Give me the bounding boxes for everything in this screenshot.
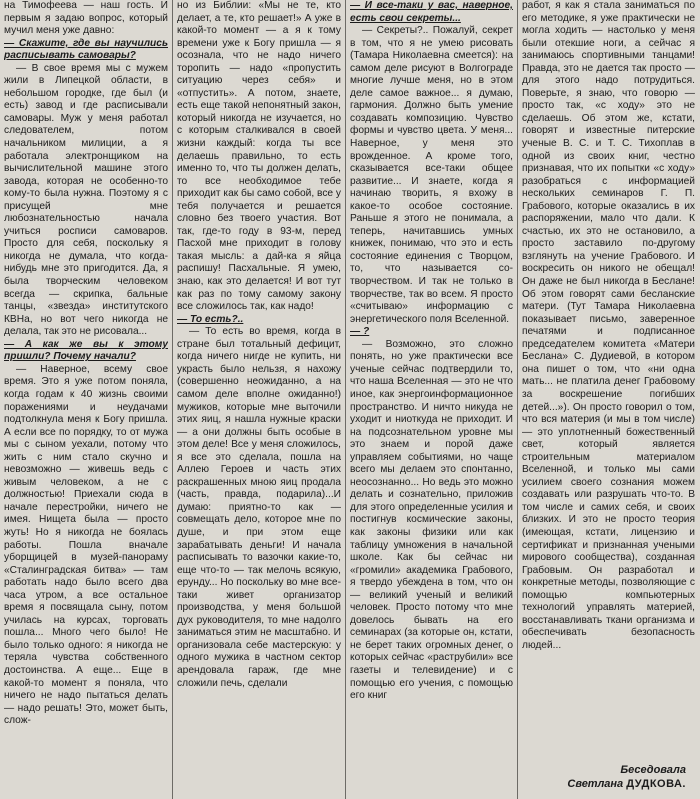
- interview-question: — И все-таки у вас, наверное, есть свои секреты...: [350, 0, 513, 24]
- answer-paragraph: работ, я как я стала заниматься по его методике, я уже практически не могла ходить — настолько у меня были отекшие ноги, а сейчас я занимаюсь спортивными танцами! Правда, это не дается так просто — для этого надо потрудиться. Поверьте, я знаю, что говорю — просто так, «с ходу» это не сделаешь. Об этом же, кстати, говорят и известные питерские ученые В. С. и Т. С. Тихоплав в одной из своих книг, честно признавая, что их попытки «с ходу» разобраться с информацией нескольких семинаров Г. П. Грабового, которые оказались в их распоряжении, мало что дали. К счастью, их это не остановило, а просто заставило по-другому взглянуть на учение Грабового. И воскресить он никого не обещал! Он даже не был никогда в Беслане! Об этом говорят сами бесланские матери. (Тут Тамара Николаевна показывает письмо, заверенное печатями и подписанное председателем комитета «Матери Беслана» С. Дудиевой, в котором она пишет о том, что «ни одна мать... не платила денег Грабовому за воскрешение погибших детей...»). Он просто говорил о том, что вся материя (и мы в том числе) — это уплотненный божественный свет, который является строительным материалом Вселенной, и только мы сами усилием своего сознания можем создавать или разрушать что-то. В том числе и самих себя, и своих близких. И это не просто теория (имеющая, кстати, лицензию и сертификат и признанная учеными мирового сообщества), созданная Грабовым. Он разработал и конкретные методы, позволяющие с помощью компьютерных технологий управлять материей, восстанавливать ткани организма и обеспечивать безопасность людей...: [522, 0, 695, 651]
- answer-paragraph: — Возможно, это сложно понять, но уже практически все ученые сейчас подтвердили то, что наша Вселенная — это не что иное, как энергоинформационное пространство. И ничто никуда не уходит и ниоткуда не приходит. И на подсознательном уровне мы это знаем и порой даже управляем событиями, но чаще всего мы делаем это спонтанно, неосознанно... Но ведь это можно делать и сознательно, приложив для этого определенные усилия и постигнув космические законы, как законы физики или как таблицу умножения в начальной школе. Как бы сейчас ни «громили» академика Грабового, я твердо убеждена в том, что он — великий ученый и великий человек. Просто потому что мне довелось бывать на его семинарах (за которые он, кстати, не берет таких огромных денег, о которых сейчас «раструбили» все газеты и телевидение) и с помощью его учения, с помощью его книг: [350, 338, 513, 702]
- column-divider: [517, 0, 518, 799]
- interview-question: — То есть?..: [177, 313, 244, 325]
- byline-label: Беседовала: [620, 764, 686, 776]
- author-first-name: Светлана: [567, 778, 624, 790]
- column-divider: [172, 0, 173, 799]
- text-column-3: [350, 0, 513, 799]
- answer-paragraph: — То есть во время, когда в стране был тотальный дефицит, когда ничего нигде не купить, ни украсть было нельзя, я нахожу (совершенно неожиданно, а на самом деле вполне ожиданно!) мужиков, которые мне выточили этих яиц, я нашла нужные краски — а они должны быть особые в этом деле! Все у меня сложилось, я все это сделала, пошла на Аллею Героев и часть этих раскрашенных мною яиц продала (часть, правда, подарила)...И думаю: приятно-то как — совмещать дело, которое мне по душе, и при этом еще зарабатывать деньги! И начала расписывать то вазочки какие-то, еще что-то — так мелочь всякую, ерунду... Но поскольку во мне все-таки живет организатор производства, у меня большой дух руководителя, то мне надолго заниматься этим не масштабно. И организовала себе мастерскую: у одного мужика в частном сектор арендовала гараж, где мне сложили печь, сделали: [177, 326, 341, 689]
- answer-paragraph: — В свое время мы с мужем жили в Липецкой области, в небольшом городке, где был (и есть) завод и где расписывали самовары. Муж у меня работал следователем, потом начальником милиции, а я работала электронщиком на вычислительной машине этого завода, которая не особенно-то кому-то была нужна. Поэтому я с присущей мне любознательностью начала учиться росписи самоваров. Просто для себя, поскольку я никогда не думала, что когда-нибудь мне это пригодится. Да, я была творческим человеком всегда — скрипка, бальные танцы, «звезда» институтского КВНа, но вот чего никогда не делала, так это не рисовала...: [4, 62, 168, 338]
- text-column-2: [177, 0, 341, 799]
- text-column-4: [522, 0, 695, 740]
- text-column-1: [4, 0, 168, 799]
- answer-paragraph: но из Библии: «Мы не те, кто делает, а те, кто решает!» А уже в какой-то момент — а я к тому времени уже к Богу пришла — я осознала, что не надо ничего торопить — надо «пропустить ситуацию через себя» и «отпустить». А потом, знаете, есть еще такой непонятный закон, который никогда не изучается, но с которым сталкивался в своей жизни каждый: когда ты все делаешь правильно, то есть именно то, что ты должен делать, то все необходимое тебе приходит как бы само собой, все у тебя получается и решается словно без твоего участия. Вот так, где-то году в 93-м, перед Пасхой мне приходит в голову такая мысль: а дай-ка я яйца распишу! Пасхальные. Я умею, знаю, как это делается! И вот тут как раз по тому самому закону все сложилось так, как надо!: [177, 0, 341, 313]
- answer-paragraph: — Наверное, всему свое время. Это я уже потом поняла, когда годам к 40 жизнь своими поражениями и неудачами подтолкнула меня к Богу пришла. А если все по порядку, то от мужа мы с сыном уехали, потому что жить с ним стало скучно и невозможно — живешь ведь с живым человеком, а не с должностью! Приехали сюда в начале перестройки, ничего не имея. Нищета была — просто жуть! Но я никогда не боялась работы. Пошла вначале уборщицей в музей-панораму «Сталинградская битва» — там работать надо было всего два часа утром, а все остальное время я посвящала сыну, потом училась на курсах, торговать пошла... Много чего было! Не было только одного: я никогда не теряла чувства собственного достоинства. А еще... Еще в какой-то момент я поняла, что ничего не надо пытаться делать — надо решать! Это, может быть, слож-: [4, 363, 168, 727]
- author-last-name: ДУДКОВА.: [626, 778, 686, 790]
- interview-question: — ?: [350, 326, 370, 338]
- interview-question: — Скажите, где вы научились расписывать самовары?: [4, 37, 168, 62]
- byline: [567, 763, 686, 791]
- interview-question: — А как же вы к этому пришли? Почему начали?: [4, 338, 168, 363]
- column-divider: [345, 0, 346, 799]
- answer-paragraph: на Тимофеева — наш гость. И первым я задаю вопрос, который мучил меня уже давно:: [4, 0, 168, 37]
- byline-author: [567, 777, 686, 791]
- answer-paragraph: — Секреты?.. Пожалуй, секрет в том, что я не умею рисовать (Тамара Николаевна смеется): на самом деле рисуют в Волгограде многие лучше меня, но в этом деле самое важное... я думаю, гармония. Должно быть умение создавать композицию. Чувство формы и чувство цвета. У меня... Наверное, у меня это врожденное. А кроме того, сказывается все-таки общее развитие... И знаете, когда я начинаю творить, я вхожу в какое-то особое состояние. Раньше я этого не понимала, а теперь, начитавшись умных книжек, понимаю, что это и есть состояние единения с Творцом, то, что называется со-творчеством. И так не только в творчестве, так во всем. Я просто «считываю» информацию с энергетического поля Вселенной.: [350, 25, 513, 325]
